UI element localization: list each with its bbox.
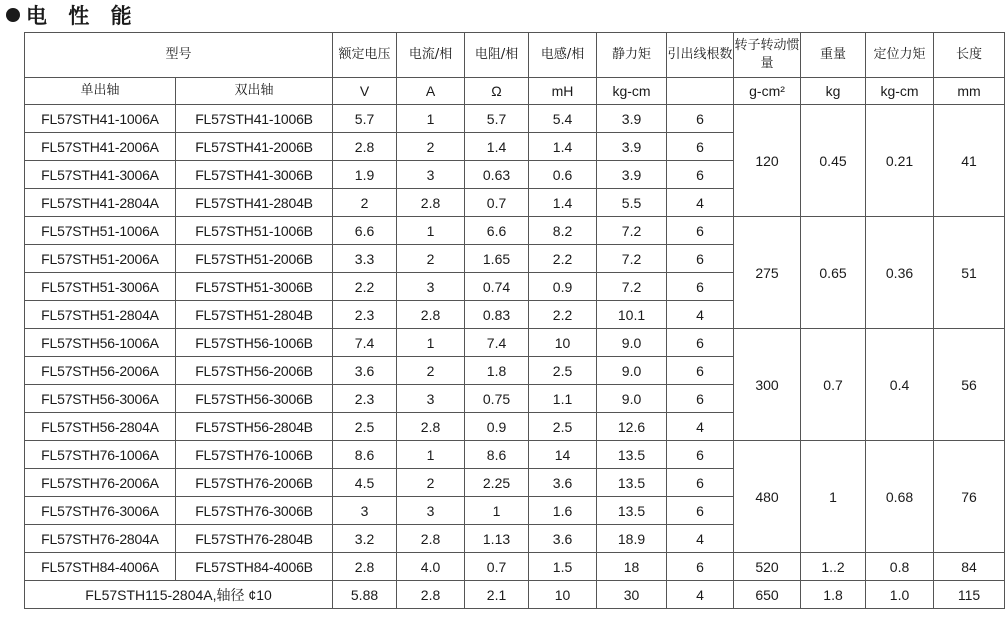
unit-inertia: g-cm² [734,78,801,105]
table-cell: FL57STH41-2804B [176,189,333,217]
table-row [25,329,1005,357]
table-cell: 18 [597,553,667,581]
table-cell: 6.6 [465,217,529,245]
table-cell: 51 [934,217,1005,329]
table-cell: 3.2 [333,525,397,553]
table-cell: FL57STH56-1006B [176,329,333,357]
table-cell: 1 [397,217,465,245]
table-cell: 3.6 [529,469,597,497]
table-cell: 2.5 [333,413,397,441]
header-length: 长度 [934,33,1005,78]
table-cell: 4.0 [397,553,465,581]
table-cell: 1.8 [801,581,866,609]
table-body [25,105,1005,609]
table-cell: 10 [529,329,597,357]
table-cell: 2.8 [397,581,465,609]
table-cell: 0.7 [465,189,529,217]
unit-length: mm [934,78,1005,105]
table-cell: FL57STH76-2804A [25,525,176,553]
table-cell: 9.0 [597,357,667,385]
table-cell: 0.45 [801,105,866,217]
table-cell: 0.63 [465,161,529,189]
table-cell: 3 [397,161,465,189]
table-cell: 0.4 [866,329,934,441]
table-row [25,581,1005,609]
table-cell: 6 [667,441,734,469]
table-cell: 1.1 [529,385,597,413]
table-cell: FL57STH76-2006A [25,469,176,497]
table-cell: 520 [734,553,801,581]
table-cell: 3 [397,385,465,413]
table-cell: 2.2 [333,273,397,301]
table-cell: FL57STH76-3006A [25,497,176,525]
header-inductance: 电感/相 [529,33,597,78]
table-cell: 7.2 [597,273,667,301]
table-cell: 2 [397,245,465,273]
table-cell: 76 [934,441,1005,553]
header-double-shaft: 双出轴 [176,78,333,105]
table-cell: 5.5 [597,189,667,217]
table-cell: 0.6 [529,161,597,189]
table-cell: 13.5 [597,497,667,525]
table-cell: 2 [397,133,465,161]
table-cell: 480 [734,441,801,553]
section-title-text: 电 性 能 [26,4,139,28]
table-cell: 2.8 [397,525,465,553]
table-cell: 115 [934,581,1005,609]
table-cell: FL57STH41-1006A [25,105,176,133]
table-cell: 30 [597,581,667,609]
table-cell: FL57STH76-1006A [25,441,176,469]
unit-detent: kg-cm [866,78,934,105]
table-cell: FL57STH115-2804A,轴径 ¢10 [25,581,333,609]
header-torque: 静力矩 [597,33,667,78]
table-cell: 1 [801,441,866,553]
table-cell: 3.9 [597,133,667,161]
table-cell: 1.4 [465,133,529,161]
header-detent: 定位力矩 [866,33,934,78]
table-row [25,553,1005,581]
table-cell: 41 [934,105,1005,217]
table-cell: 84 [934,553,1005,581]
table-cell: FL57STH41-2006A [25,133,176,161]
table-cell: FL57STH84-4006B [176,553,333,581]
table-cell: FL57STH51-2006A [25,245,176,273]
table-cell: 1.13 [465,525,529,553]
table-cell: 4 [667,301,734,329]
table-cell: 2.8 [397,189,465,217]
table-cell: 6 [667,245,734,273]
table-cell: 0.68 [866,441,934,553]
header-current: 电流/相 [397,33,465,78]
table-row [25,105,1005,133]
table-cell: 6 [667,553,734,581]
header-model: 型号 [25,33,333,78]
section-title [6,2,139,30]
table-cell: 7.2 [597,245,667,273]
table-cell: FL57STH56-2804A [25,413,176,441]
table-cell: 1 [397,105,465,133]
table-cell: 6 [667,357,734,385]
table-cell: 4 [667,581,734,609]
table-cell: 4 [667,189,734,217]
table-cell: 4 [667,525,734,553]
table-cell: 6 [667,273,734,301]
table-cell: 6 [667,161,734,189]
table-cell: 300 [734,329,801,441]
table-cell: FL57STH41-3006B [176,161,333,189]
table-cell: FL57STH51-2804B [176,301,333,329]
table-cell: 3.9 [597,105,667,133]
table-cell: 5.4 [529,105,597,133]
table-cell: 2 [333,189,397,217]
table-cell: 1.8 [465,357,529,385]
table-cell: 2.2 [529,245,597,273]
table-cell: 1.9 [333,161,397,189]
table-cell: 120 [734,105,801,217]
table-cell: 56 [934,329,1005,441]
electrical-spec-table [24,32,1005,609]
table-cell: 1 [397,441,465,469]
table-cell: 3.9 [597,161,667,189]
table-cell: FL57STH76-2006B [176,469,333,497]
table-cell: 6 [667,133,734,161]
table-cell: FL57STH56-2006B [176,357,333,385]
table-cell: FL57STH51-2804A [25,301,176,329]
table-cell: 9.0 [597,329,667,357]
bullet-dot-icon [6,8,20,22]
table-cell: FL57STH51-3006B [176,273,333,301]
table-cell: 1.65 [465,245,529,273]
table-cell: 3.3 [333,245,397,273]
header-row [25,33,1005,78]
table-cell: 9.0 [597,385,667,413]
table-cell: 8.6 [465,441,529,469]
table-cell: 1.4 [529,189,597,217]
header-single-shaft: 单出轴 [25,78,176,105]
header-resistance: 电阻/相 [465,33,529,78]
table-cell: 4.5 [333,469,397,497]
table-cell: FL57STH76-2804B [176,525,333,553]
table-cell: 1.4 [529,133,597,161]
table-cell: 5.7 [465,105,529,133]
table-cell: 3.6 [333,357,397,385]
table-cell: FL57STH41-2804A [25,189,176,217]
table-row [25,217,1005,245]
table-cell: 3.6 [529,525,597,553]
table-cell: FL57STH56-2804B [176,413,333,441]
table-cell: 1.0 [866,581,934,609]
table-cell: FL57STH51-1006A [25,217,176,245]
table-cell: 8.6 [333,441,397,469]
table-cell: 6 [667,217,734,245]
table-cell: 275 [734,217,801,329]
table-cell: 6 [667,497,734,525]
table-cell: 0.7 [801,329,866,441]
table-cell: 7.4 [465,329,529,357]
table-cell: 14 [529,441,597,469]
table-cell: 2.8 [397,413,465,441]
table-cell: FL57STH41-1006B [176,105,333,133]
header-inertia: 转子转动惯量 [734,33,801,78]
table-cell: 2.5 [529,413,597,441]
table-cell: 6 [667,385,734,413]
table-cell: 2.1 [465,581,529,609]
unit-current: A [397,78,465,105]
table-cell: FL57STH76-3006B [176,497,333,525]
table-cell: 0.21 [866,105,934,217]
table-cell: 2.3 [333,385,397,413]
table-cell: 2.8 [333,553,397,581]
table-cell: 13.5 [597,469,667,497]
table-cell: 2.8 [333,133,397,161]
table-cell: FL57STH41-2006B [176,133,333,161]
table-cell: FL57STH56-3006A [25,385,176,413]
table-cell: 0.65 [801,217,866,329]
table-cell: 2.3 [333,301,397,329]
table-cell: 6 [667,329,734,357]
table-cell: 5.88 [333,581,397,609]
header-leads: 引出线根数 [667,33,734,78]
table-cell: 0.7 [465,553,529,581]
table-cell: 2.2 [529,301,597,329]
table-cell: 0.8 [866,553,934,581]
table-cell: 8.2 [529,217,597,245]
table-cell: FL57STH56-2006A [25,357,176,385]
header-voltage: 额定电压 [333,33,397,78]
table-cell: 3 [333,497,397,525]
table-cell: 0.83 [465,301,529,329]
table-cell: 12.6 [597,413,667,441]
unit-resistance: Ω [465,78,529,105]
table-cell: 0.75 [465,385,529,413]
table-cell: 2 [397,357,465,385]
table-cell: 10.1 [597,301,667,329]
table-cell: 2 [397,469,465,497]
table-cell: 3 [397,273,465,301]
table-row [25,441,1005,469]
table-cell: 13.5 [597,441,667,469]
table-cell: 6.6 [333,217,397,245]
table-cell: 18.9 [597,525,667,553]
table-cell: FL57STH84-4006A [25,553,176,581]
unit-weight: kg [801,78,866,105]
table-cell: 3 [397,497,465,525]
table-cell: 2.8 [397,301,465,329]
unit-voltage: V [333,78,397,105]
unit-leads [667,78,734,105]
table-cell: 0.36 [866,217,934,329]
table-cell: 4 [667,413,734,441]
unit-torque: kg-cm [597,78,667,105]
table-cell: 10 [529,581,597,609]
table-cell: 1 [465,497,529,525]
units-row [25,78,1005,105]
table-cell: 7.4 [333,329,397,357]
table-cell: 1 [397,329,465,357]
table-cell: 1..2 [801,553,866,581]
table-cell: 5.7 [333,105,397,133]
table-cell: 0.9 [465,413,529,441]
table-cell: 6 [667,105,734,133]
table-cell: 1.6 [529,497,597,525]
table-cell: 7.2 [597,217,667,245]
table-cell: FL57STH56-1006A [25,329,176,357]
table-cell: 650 [734,581,801,609]
table-cell: FL57STH51-3006A [25,273,176,301]
table-cell: FL57STH56-3006B [176,385,333,413]
table-cell: FL57STH76-1006B [176,441,333,469]
table-cell: FL57STH51-2006B [176,245,333,273]
table-cell: 6 [667,469,734,497]
table-cell: 0.74 [465,273,529,301]
table-cell: 0.9 [529,273,597,301]
table-cell: FL57STH51-1006B [176,217,333,245]
table-cell: 1.5 [529,553,597,581]
table-cell: 2.5 [529,357,597,385]
table-cell: 2.25 [465,469,529,497]
table-cell: FL57STH41-3006A [25,161,176,189]
unit-inductance: mH [529,78,597,105]
header-weight: 重量 [801,33,866,78]
